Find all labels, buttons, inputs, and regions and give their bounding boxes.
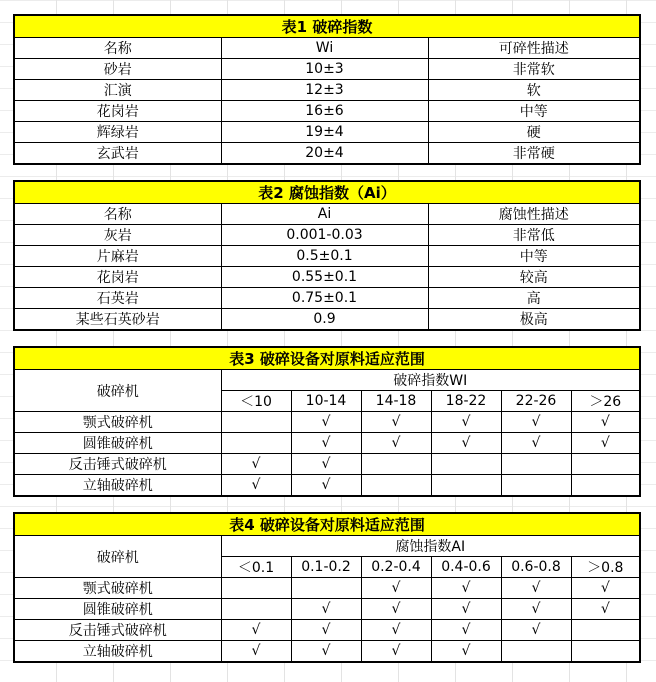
table-cell: 硬 — [428, 122, 640, 143]
machine-name-cell: 立轴破碎机 — [14, 641, 221, 663]
check-mark-cell: √ — [361, 578, 431, 599]
machine-name-cell: 反击锤式破碎机 — [14, 620, 221, 641]
check-mark-cell: √ — [361, 620, 431, 641]
table2-title: 表2 腐蚀指数（Ai） — [14, 181, 640, 204]
table-cell: 0.9 — [221, 309, 428, 331]
empty-cell — [221, 578, 291, 599]
column-header-cell: 0.2-0.4 — [361, 557, 431, 578]
table3-index-group-header: 破碎指数WI — [221, 370, 640, 391]
table-row — [14, 59, 640, 80]
table-row — [14, 225, 640, 246]
table-row — [14, 412, 640, 433]
column-header-cell: Wi — [221, 38, 428, 59]
check-mark-cell: √ — [361, 412, 431, 433]
table3-group-header-row — [14, 370, 640, 391]
check-mark-cell: √ — [221, 620, 291, 641]
table1-header-row — [14, 38, 640, 59]
table-cell: 极高 — [428, 309, 640, 331]
table4-index-group-header: 腐蚀指数AI — [221, 536, 640, 557]
check-mark-cell: √ — [501, 599, 571, 620]
table-row — [14, 309, 640, 331]
table-cell: 非常软 — [428, 59, 640, 80]
check-mark-cell: √ — [431, 641, 501, 663]
machine-name-cell: 颚式破碎机 — [14, 578, 221, 599]
table-row — [14, 101, 640, 122]
table-cell: 20±4 — [221, 143, 428, 165]
check-mark-cell: √ — [501, 433, 571, 454]
table-cell: 片麻岩 — [14, 246, 221, 267]
column-header-cell: 18-22 — [431, 391, 501, 412]
empty-cell — [291, 578, 361, 599]
check-mark-cell: √ — [291, 412, 361, 433]
table3-crusher-header: 破碎机 — [14, 370, 221, 412]
check-mark-cell: √ — [431, 578, 501, 599]
check-mark-cell: √ — [431, 599, 501, 620]
table-cell: 辉绿岩 — [14, 122, 221, 143]
table4-title-row — [14, 513, 640, 536]
empty-cell — [221, 599, 291, 620]
empty-cell — [361, 454, 431, 475]
table-cell: 某些石英砂岩 — [14, 309, 221, 331]
table1-title-row — [14, 15, 640, 38]
table-cell: 汇演 — [14, 80, 221, 101]
machine-name-cell: 圆锥破碎机 — [14, 433, 221, 454]
check-mark-cell: √ — [431, 433, 501, 454]
empty-cell — [571, 620, 640, 641]
column-header-cell: 腐蚀性描述 — [428, 204, 640, 225]
empty-cell — [571, 454, 640, 475]
table3-equipment-wi-range — [13, 346, 641, 497]
table-cell: 非常低 — [428, 225, 640, 246]
table-row — [14, 267, 640, 288]
check-mark-cell: √ — [431, 620, 501, 641]
table4-group-header-row — [14, 536, 640, 557]
table2-body — [14, 225, 640, 331]
check-mark-cell: √ — [291, 475, 361, 497]
column-header-cell: 0.4-0.6 — [431, 557, 501, 578]
empty-cell — [571, 641, 640, 663]
machine-name-cell: 反击锤式破碎机 — [14, 454, 221, 475]
table-cell: 0.55±0.1 — [221, 267, 428, 288]
column-header-cell: 名称 — [14, 204, 221, 225]
column-header-cell: Ai — [221, 204, 428, 225]
table-row — [14, 454, 640, 475]
table-cell: 0.75±0.1 — [221, 288, 428, 309]
table3-body — [14, 412, 640, 497]
table-cell: 10±3 — [221, 59, 428, 80]
table-cell: 19±4 — [221, 122, 428, 143]
check-mark-cell: √ — [501, 412, 571, 433]
check-mark-cell: √ — [361, 433, 431, 454]
table3-title: 表3 破碎设备对原料适应范围 — [14, 347, 640, 370]
table4-crusher-header: 破碎机 — [14, 536, 221, 578]
table4-body — [14, 578, 640, 663]
table-cell: 砂岩 — [14, 59, 221, 80]
check-mark-cell: √ — [221, 454, 291, 475]
table4-equipment-ai-range — [13, 512, 641, 663]
column-header-cell: 0.1-0.2 — [291, 557, 361, 578]
column-header-cell: 名称 — [14, 38, 221, 59]
check-mark-cell: √ — [571, 599, 640, 620]
check-mark-cell: √ — [291, 620, 361, 641]
check-mark-cell: √ — [571, 412, 640, 433]
table2-header-row — [14, 204, 640, 225]
table4-title: 表4 破碎设备对原料适应范围 — [14, 513, 640, 536]
table2-corrosion-index — [13, 180, 641, 331]
column-header-cell: 0.6-0.8 — [501, 557, 571, 578]
table-row — [14, 578, 640, 599]
column-header-cell: ＞26 — [571, 391, 640, 412]
empty-cell — [501, 475, 571, 497]
table-row — [14, 641, 640, 663]
check-mark-cell: √ — [501, 578, 571, 599]
column-header-cell: 22-26 — [501, 391, 571, 412]
table-cell: 0.001-0.03 — [221, 225, 428, 246]
column-header-cell: ＜10 — [221, 391, 291, 412]
column-header-cell: 14-18 — [361, 391, 431, 412]
check-mark-cell: √ — [291, 454, 361, 475]
table-row — [14, 80, 640, 101]
machine-name-cell: 颚式破碎机 — [14, 412, 221, 433]
table-cell: 非常硬 — [428, 143, 640, 165]
check-mark-cell: √ — [571, 433, 640, 454]
table-row — [14, 620, 640, 641]
column-header-cell: ＞0.8 — [571, 557, 640, 578]
table-row — [14, 246, 640, 267]
check-mark-cell: √ — [361, 599, 431, 620]
empty-cell — [361, 475, 431, 497]
table-cell: 中等 — [428, 101, 640, 122]
table-row — [14, 288, 640, 309]
table-cell: 较高 — [428, 267, 640, 288]
table-cell: 高 — [428, 288, 640, 309]
empty-cell — [431, 475, 501, 497]
empty-cell — [431, 454, 501, 475]
empty-cell — [221, 412, 291, 433]
table-cell: 花岗岩 — [14, 101, 221, 122]
check-mark-cell: √ — [221, 475, 291, 497]
check-mark-cell: √ — [501, 620, 571, 641]
table-row — [14, 475, 640, 497]
empty-cell — [221, 433, 291, 454]
table-row — [14, 433, 640, 454]
table-cell: 0.5±0.1 — [221, 246, 428, 267]
check-mark-cell: √ — [361, 641, 431, 663]
table-cell: 花岗岩 — [14, 267, 221, 288]
machine-name-cell: 圆锥破碎机 — [14, 599, 221, 620]
empty-cell — [501, 641, 571, 663]
table3-title-row — [14, 347, 640, 370]
check-mark-cell: √ — [571, 578, 640, 599]
table1-crushing-index — [13, 14, 641, 165]
check-mark-cell: √ — [291, 433, 361, 454]
check-mark-cell: √ — [221, 641, 291, 663]
table-cell: 软 — [428, 80, 640, 101]
table-cell: 12±3 — [221, 80, 428, 101]
check-mark-cell: √ — [291, 641, 361, 663]
machine-name-cell: 立轴破碎机 — [14, 475, 221, 497]
table2-title-row — [14, 181, 640, 204]
check-mark-cell: √ — [431, 412, 501, 433]
table-row — [14, 599, 640, 620]
check-mark-cell: √ — [291, 599, 361, 620]
table-cell: 灰岩 — [14, 225, 221, 246]
table-row — [14, 143, 640, 165]
table-cell: 玄武岩 — [14, 143, 221, 165]
empty-cell — [571, 475, 640, 497]
table-cell: 16±6 — [221, 101, 428, 122]
table-cell: 中等 — [428, 246, 640, 267]
table-cell: 石英岩 — [14, 288, 221, 309]
column-header-cell: 10-14 — [291, 391, 361, 412]
column-header-cell: ＜0.1 — [221, 557, 291, 578]
column-header-cell: 可碎性描述 — [428, 38, 640, 59]
table1-body — [14, 59, 640, 165]
table-row — [14, 122, 640, 143]
table1-title: 表1 破碎指数 — [14, 15, 640, 38]
empty-cell — [501, 454, 571, 475]
